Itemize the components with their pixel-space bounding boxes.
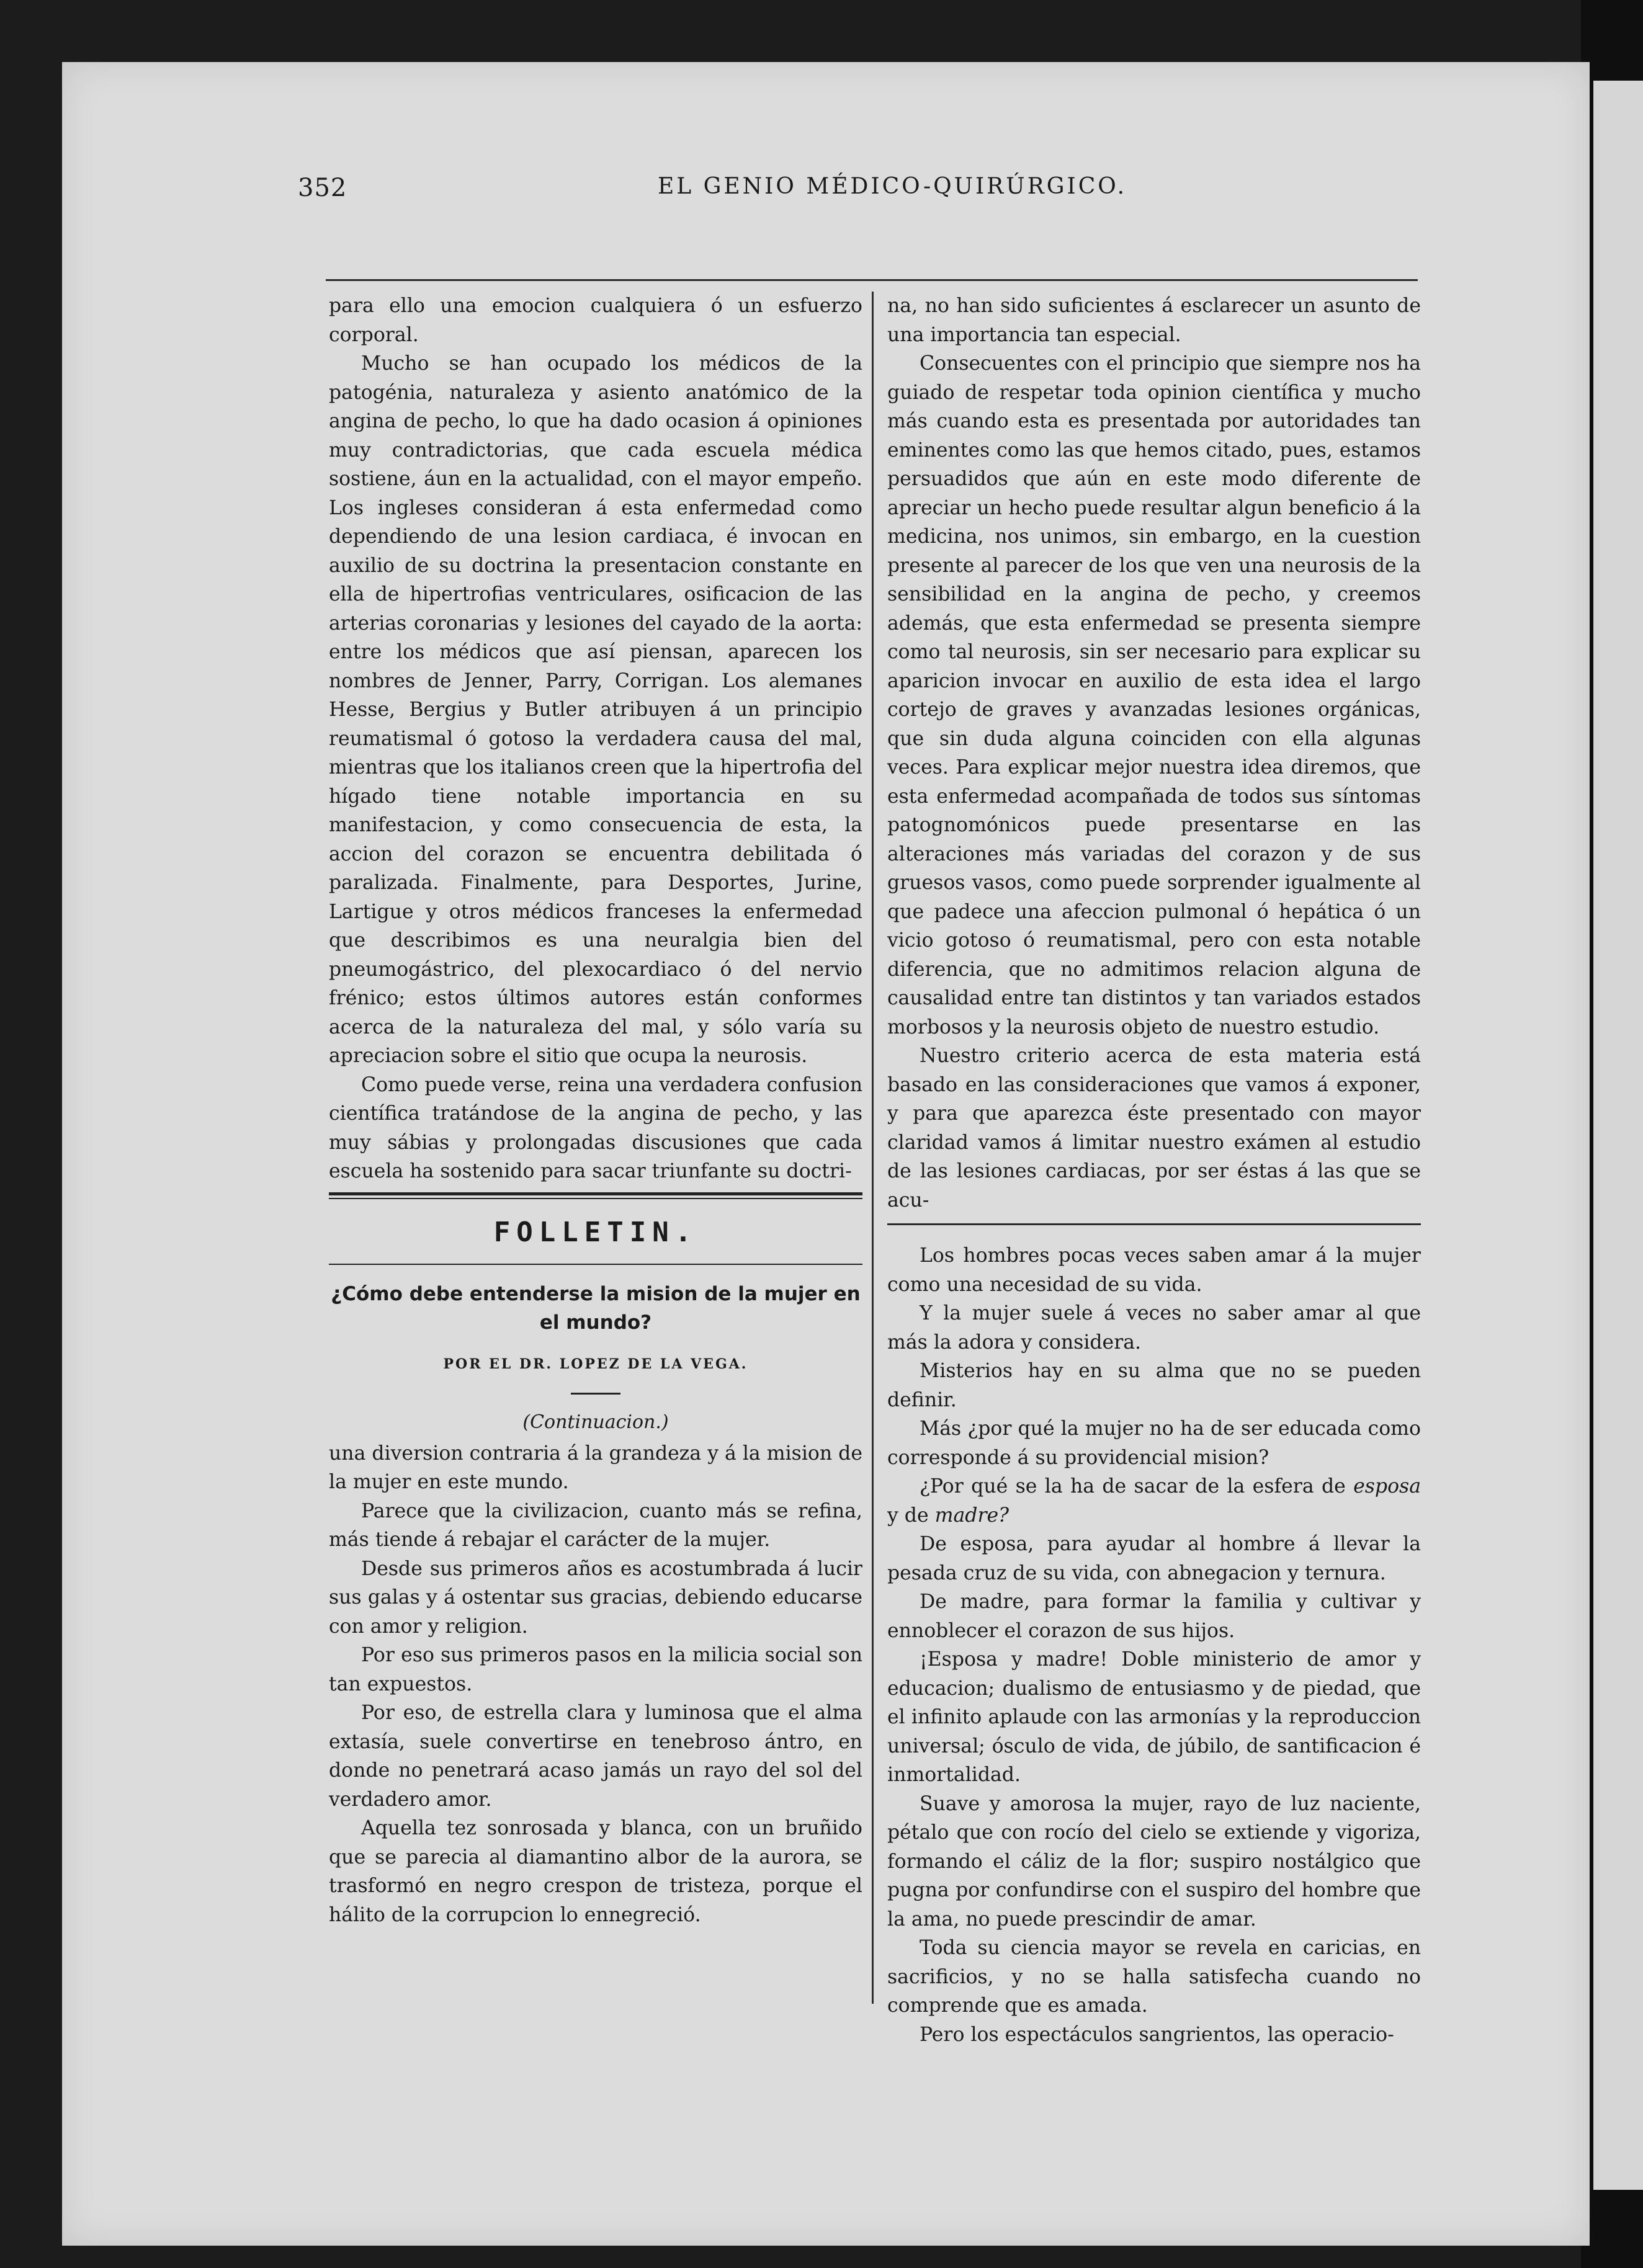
paragraph: Desde sus primeros años es acostumbrada á lucir sus galas y á ostentar sus gracias, debiendo educarse con amor y religion.: [329, 1557, 862, 1638]
feuilleton-heading: FOLLETIN.: [493, 1216, 698, 1248]
paragraph: para ello una emocion cualquiera ó un esfuerzo corporal.: [329, 295, 862, 346]
paragraph: Suave y amorosa la mujer, rayo de luz naciente, pétalo que con rocío del cielo se extiende y vigoriza, formando el cáliz de la flor; suspiro nostálgico que pugna por confundirse con el suspiro del hombre que la ama, no puede prescindir de amar.: [887, 1792, 1421, 1931]
article-title: ¿Cómo debe entenderse la mision de la mujer en el mundo?: [331, 1282, 861, 1334]
paragraph: Pero los espectáculos sangrientos, las operacio-: [920, 2023, 1394, 2046]
right-column: [887, 292, 1421, 2049]
paragraph: na, no han sido suficientes á esclarecer un asunto de una importancia tan especial.: [887, 295, 1421, 346]
paragraph: Nuestro criterio acerca de esta materia está basado en las consideraciones que vamos á exponer, y para que aparezca éste presentado con mayor claridad vamos á limitar nuestro exámen al estudio de las lesiones cardiacas, por ser éstas á las que se acu-: [887, 1045, 1421, 1212]
feuilleton-rule-bottom: [329, 1264, 862, 1265]
paragraph-esposa-madre: ¿Por qué se la ha de sacar de la esfera de esposa y de madre?: [887, 1475, 1421, 1527]
short-rule: [571, 1393, 620, 1395]
paragraph: Más ¿por qué la mujer no ha de ser educada como corresponde á su providencial mision?: [887, 1418, 1421, 1469]
paragraph: Los hombres pocas veces saben amar á la mujer como una necesidad de su vida.: [887, 1244, 1421, 1296]
paragraph: Por eso, de estrella clara y luminosa que el alma extasía, suele convertirse en tenebroso ántro, en donde no penetrará acaso jamás un rayo del sol del verdadero amor.: [329, 1702, 862, 1811]
paragraph: ¡Esposa y madre! Doble ministerio de amor y educacion; dualismo de entusiasmo y de piedad, que el infinito aplaude con las armonías y la reproduccion universal; ósculo de vida, de júbilo, de santificacion é inmortalidad.: [887, 1648, 1421, 1786]
paragraph: Misterios hay en su alma que no se pueden definir.: [887, 1360, 1421, 1411]
paragraph: Mucho se han ocupado los médicos de la patogénia, naturaleza y asiento anatómico de la angina de pecho, lo que ha dado ocasion á opiniones muy contradictorias, que cada escuela médica sostiene, áun en la actualidad, con el mayor empeño. Los ingleses consideran á esta enfermedad como dependiendo de una lesion cardiaca, é invocan en auxilio de su doctrina la presentacion constante en ella de hipertrofias ventriculares, osificacion de las arterias coronarias y lesiones del cayado de la aorta: entre los médicos que así piensan, aparecen los nombres de Jenner, Parry, Corrigan. Los alemanes Hesse, Bergius y Butler atribuyen á un principio reumatismal ó gotoso la verdadera causa del mal, mientras que los italianos creen que la hipertrofia del hígado tiene notable importancia en su manifestacion, y como consecuencia de esta, la accion del corazon se encuentra debilitada ó paralizada. Finalmente, para Desportes, Jurine, Lartigue y otros médicos franceses la enfermedad que describimos es una neuralgia bien del pneumogástrico, del plexocardiaco ó del nervio frénico; estos últimos autores están conformes acerca de la naturaleza del mal, y sólo varía su apreciacion sobre el sitio que ocupa la neurosis.: [329, 352, 862, 1067]
paragraph: Aquella tez sonrosada y blanca, con un bruñido que se parecia al diamantino albor de la aurora, se trasformó en negro crespon de tristeza, porque el hálito de la corrupcion lo ennegreció.: [329, 1817, 862, 1926]
paragraph: De esposa, para ayudar al hombre á llevar la pesada cruz de su vida, con abnegacion y ternura.: [887, 1533, 1421, 1584]
paragraph: Y la mujer suele á veces no saber amar al que más la adora y considera.: [887, 1302, 1421, 1354]
byline: POR EL DR. LOPEZ DE LA VEGA.: [443, 1355, 748, 1372]
running-head: [298, 167, 1421, 217]
paragraph: Toda su ciencia mayor se revela en caricias, en sacrificios, y no se halla satisfecha cuando no comprende que es amada.: [887, 1937, 1421, 2017]
journal-title: EL GENIO MÉDICO-QUIRÚRGICO.: [658, 174, 1127, 199]
column-divider: [872, 292, 874, 2004]
page-number: 352: [298, 174, 347, 202]
paragraph: Consecuentes con el principio que siempre nos ha guiado de respetar toda opinion científica y mucho más cuando esta es presentada por autoridades tan eminentes como las que hemos citado, pues, estamos persuadidos que aún en este modo diferente de apreciar un hecho puede resultar algun beneficio á la medicina, nos unimos, sin embargo, en la cuestion presente al parecer de los que ven una neurosis de la sensibilidad en la angina de pecho, y creemos además, que esta enfermedad se presenta siempre como tal neurosis, sin ser necesario para explicar su aparicion invocar en auxilio de esta idea el largo cortejo de graves y avanzadas lesiones orgánicas, que sin duda alguna coinciden con ella algunas veces. Para explicar mejor nuestra idea diremos, que esta enfermedad acompañada de todos sus síntomas patognomónicos puede presentarse en las alteraciones más variadas del corazon y de sus gruesos vasos, como puede sorprender igualmente al que padece una afeccion pulmonal ó hepática ó un vicio gotoso ó reumatismal, pero con esta notable diferencia, que no admitimos relacion alguna de causalidad entre tan distintos y tan variados estados morbosos y la neurosis objeto de nuestro estudio.: [887, 352, 1421, 1038]
left-column: [329, 292, 862, 1929]
continuation-note: (Continuacion.): [522, 1411, 669, 1433]
feuilleton-separator-rule: [887, 1223, 1421, 1225]
paragraph: una diversion contraria á la grandeza y á la mision de la mujer en este mundo.: [329, 1442, 862, 1493]
feuilleton-rule-top: [329, 1192, 862, 1199]
paragraph: Parece que la civilizacion, cuanto más se refina, más tiende á rebajar el carácter de la mujer.: [329, 1499, 862, 1551]
adjacent-page-edge: [1593, 81, 1643, 2190]
paragraph: Como puede verse, reina una verdadera confusion científica tratándose de la angina de pecho, y las muy sábias y prolongadas discusiones que cada escuela ha sostenido para sacar triunfante su doctri-: [329, 1073, 862, 1182]
paragraph: Por eso sus primeros pasos en la milicia social son tan expuestos.: [329, 1644, 862, 1695]
header-rule: [326, 279, 1418, 281]
paragraph: De madre, para formar la familia y cultivar y ennoblecer el corazon de sus hijos.: [887, 1591, 1421, 1642]
